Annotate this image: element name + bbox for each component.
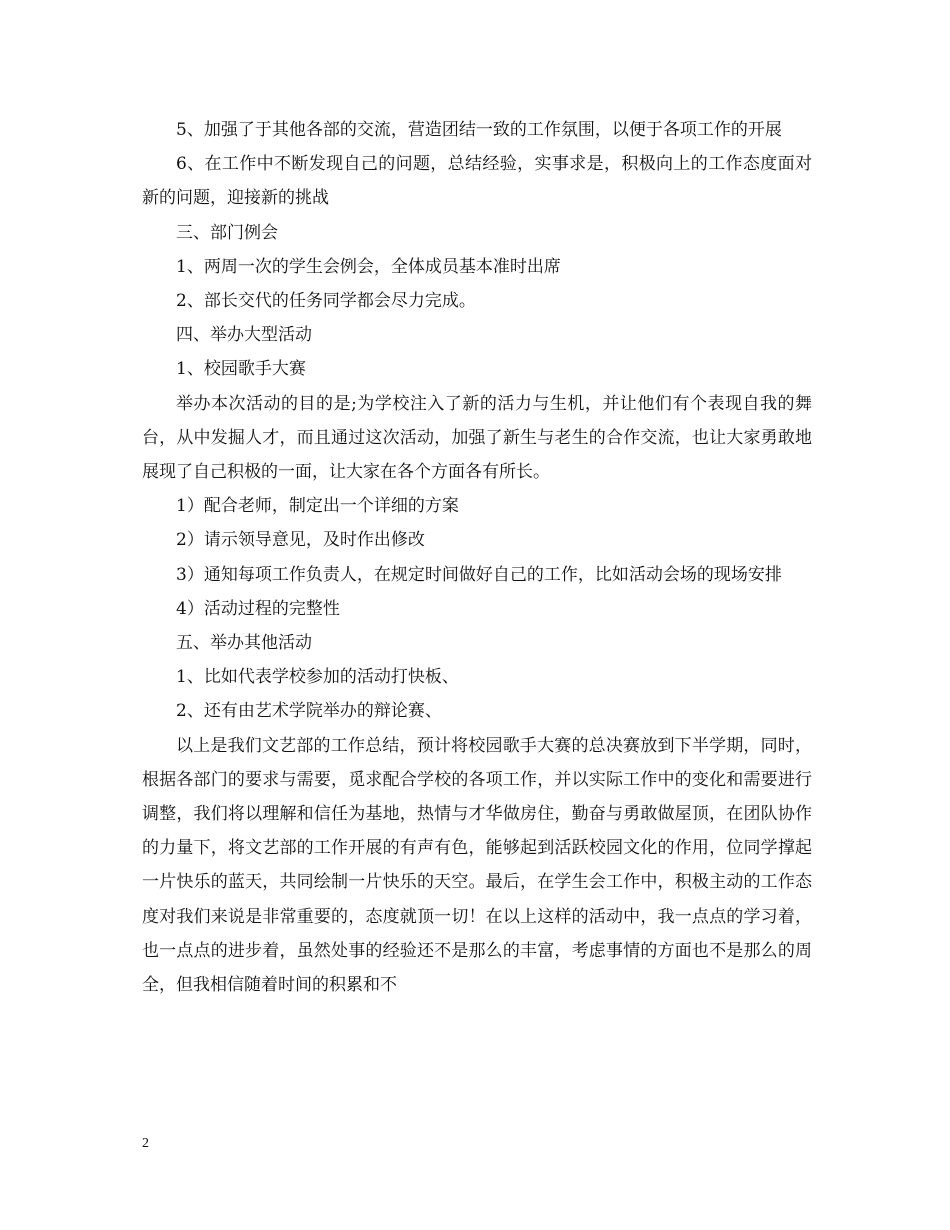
paragraph-other-event-2: 2、还有由艺术学院举办的辩论赛、 xyxy=(176,701,442,722)
paragraph-item-5: 5、加强了于其他各部的交流，营造团结一致的工作氛围，以便于各项工作的开展 xyxy=(176,120,782,140)
paragraph-other-event-1: 1、比如代表学校参加的活动打快板、 xyxy=(176,667,459,688)
list-item-step-3: 3）通知每项工作负责人，在规定时间做好自己的工作，比如活动会场的现场安排 xyxy=(176,564,782,585)
paragraph-contest-purpose: 举办本次活动的目的是;为学校注入了新的活力与生机，并让他们有个表现自我的舞台，从中发掘人才，而且通过这次活动，加强了新生与老生的合作交流，也让大家勇敢地展现了自己积极的一面，让大家在各个方面各有所长。 xyxy=(142,393,812,483)
document-body xyxy=(142,113,812,1002)
list-item-step-2: 2）请示领导意见，及时作出修改 xyxy=(176,530,425,551)
paragraph-item-6: 6、在工作中不断发现自己的问题，总结经验，实事求是，积极向上的工作态度面对新的问题，迎接新的挑战 xyxy=(142,154,812,209)
list-item-step-4: 4）活动过程的完整性 xyxy=(176,598,340,619)
section-heading-meetings: 三、部门例会 xyxy=(176,222,278,243)
page-number: 2 xyxy=(142,1136,149,1151)
section-heading-other-events: 五、举办其他活动 xyxy=(176,633,312,654)
paragraph-summary: 以上是我们文艺部的工作总结，预计将校园歌手大赛的总决赛放到下半学期，同时，根据各部门的要求与需要，觅求配合学校的各项工作，并以实际工作中的变化和需要进行调整，我们将以理解和信任为基地，热情与才华做房住，勤奋与勇敢做屋顶，在团队协作的力量下，将文艺部的工作开展的有声有色，能够起到活跃校园文化的作用，位同学撑起一片快乐的蓝天，共同绘制一片快乐的天空。最后，在学生会工作中，积极主动的工作态度对我们来说是非常重要的，态度就顶一切！在以上这样的活动中，我一点点的学习着，也一点点的进步着，虽然处事的经验还不是那么的丰富，考虑事情的方面也不是那么的周全，但我相信随着时间的积累和不 xyxy=(142,735,812,996)
paragraph-meeting-2: 2、部长交代的任务同学都会尽力完成。 xyxy=(176,291,476,312)
paragraph-meeting-1: 1、两周一次的学生会例会，全体成员基本准时出席 xyxy=(176,256,561,277)
subheading-singer-contest: 1、校园歌手大赛 xyxy=(176,359,306,380)
section-heading-major-events: 四、举办大型活动 xyxy=(176,325,312,346)
list-item-step-1: 1）配合老师，制定出一个详细的方案 xyxy=(176,496,459,517)
